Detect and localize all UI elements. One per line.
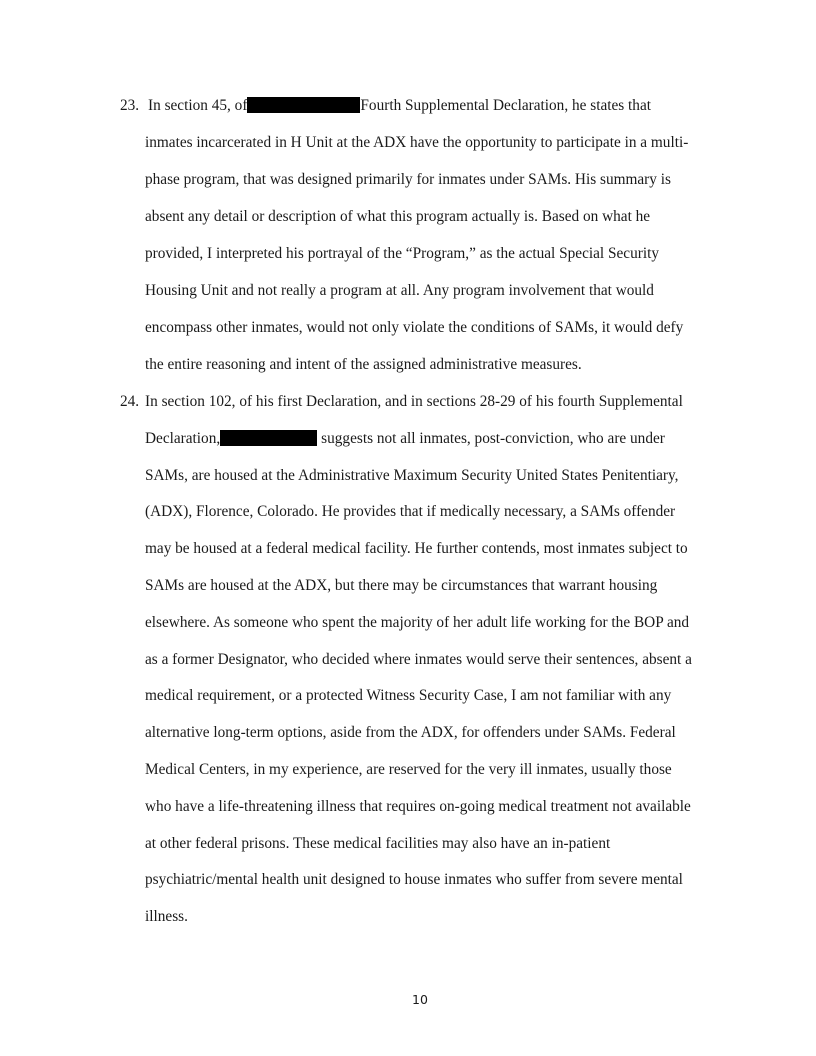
text-segment: Fourth Supplemental Declaration, he states that xyxy=(360,97,651,114)
text-segment: In section 45, of xyxy=(148,97,248,114)
paragraph-line: psychiatric/mental health unit designed to house inmates who suffer from severe mental xyxy=(145,871,683,888)
redaction-bar xyxy=(247,97,360,113)
text-segment: suggests not all inmates, post-conviction, who are under xyxy=(321,430,665,447)
text-segment: Declaration, xyxy=(145,430,221,447)
paragraph-line: elsewhere. As someone who spent the majority of her adult life working for the BOP and xyxy=(145,614,690,631)
paragraph-number: 24. xyxy=(120,393,140,410)
paragraph-line: the entire reasoning and intent of the assigned administrative measures. xyxy=(145,356,582,373)
paragraph-line: SAMs are housed at the ADX, but there may be circumstances that warrant housing xyxy=(145,577,658,594)
paragraph-line: Medical Centers, in my experience, are reserved for the very ill inmates, usually those xyxy=(145,761,672,778)
paragraph-line: at other federal prisons. These medical facilities may also have an in-patient xyxy=(145,835,611,852)
paragraph-line xyxy=(145,429,665,449)
paragraph-line xyxy=(148,96,651,116)
paragraph-line: who have a life-threatening illness that requires on-going medical treatment not available xyxy=(145,798,691,815)
paragraph-line: Housing Unit and not really a program at all. Any program involvement that would xyxy=(145,282,654,299)
paragraph-line: alternative long-term options, aside from the ADX, for offenders under SAMs. Federal xyxy=(145,724,676,741)
paragraph-line: encompass other inmates, would not only violate the conditions of SAMs, it would defy xyxy=(145,319,684,336)
paragraph-line: may be housed at a federal medical facility. He further contends, most inmates subject to xyxy=(145,540,688,557)
paragraph-line: In section 102, of his first Declaration, and in sections 28-29 of his fourth Supplemental xyxy=(145,393,683,410)
paragraph-line: SAMs, are housed at the Administrative Maximum Security United States Penitentiary, xyxy=(145,467,679,484)
paragraph-line: medical requirement, or a protected Witness Security Case, I am not familiar with any xyxy=(145,687,672,704)
paragraph-line: (ADX), Florence, Colorado. He provides that if medically necessary, a SAMs offender xyxy=(145,503,676,520)
paragraph-line: illness. xyxy=(145,908,188,925)
paragraph-line: as a former Designator, who decided where inmates would serve their sentences, absent a xyxy=(145,651,692,668)
paragraph-line: phase program, that was designed primarily for inmates under SAMs. His summary is xyxy=(145,171,671,188)
paragraph-line: inmates incarcerated in H Unit at the ADX have the opportunity to participate in a multi- xyxy=(145,134,689,151)
redaction-bar xyxy=(220,430,317,446)
paragraph-number: 23. xyxy=(120,97,140,114)
page-number: 10 xyxy=(412,992,428,1007)
paragraph-line: absent any detail or description of what this program actually is. Based on what he xyxy=(145,208,651,225)
paragraph-line: provided, I interpreted his portrayal of the “Program,” as the actual Special Security xyxy=(145,245,659,262)
